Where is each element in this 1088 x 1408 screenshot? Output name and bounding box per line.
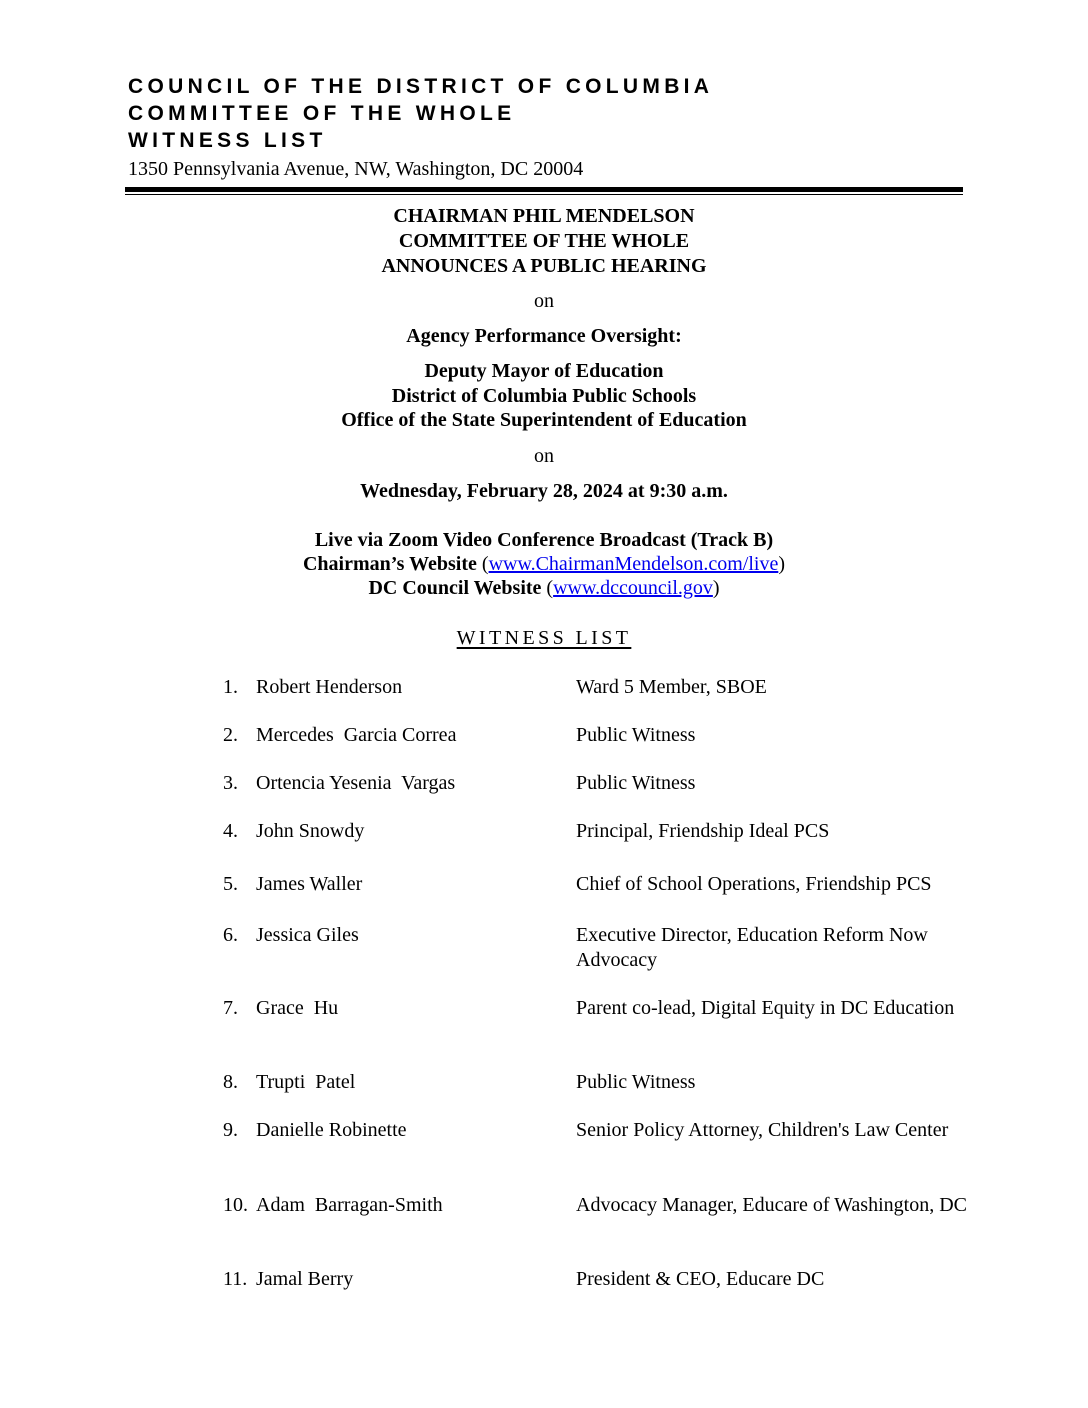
witness-name: Robert Henderson bbox=[256, 676, 403, 698]
council-website-link[interactable]: www.dccouncil.gov bbox=[553, 577, 713, 599]
witness-affiliation: Principal, Friendship Ideal PCS bbox=[576, 820, 830, 842]
chairman-website-label: Chairman’s Website bbox=[302, 553, 477, 575]
hearing-datetime: Wednesday, February 28, 2024 at 9:30 a.m. bbox=[360, 480, 728, 502]
agency-item: District of Columbia Public Schools bbox=[391, 385, 697, 407]
witness-affiliation: Ward 5 Member, SBOE bbox=[576, 676, 767, 698]
witness-number: 8. bbox=[223, 1071, 238, 1093]
broadcast-line: Live via Zoom Video Conference Broadcast (Track B) bbox=[314, 529, 774, 551]
open-paren: ( bbox=[481, 553, 489, 575]
witness-number: 10. bbox=[223, 1194, 248, 1216]
agency-item: Office of the State Superintendent of Education bbox=[341, 409, 747, 431]
chairman-line: CHAIRMAN PHIL MENDELSON bbox=[393, 205, 695, 227]
witness-number: 9. bbox=[223, 1119, 238, 1141]
council-name: COUNCIL OF THE DISTRICT OF COLUMBIA bbox=[128, 75, 714, 98]
witness-name: Adam Barragan-Smith bbox=[256, 1194, 443, 1216]
witness-name: John Snowdy bbox=[256, 820, 365, 842]
witness-list-heading: WITNESS LIST bbox=[456, 627, 632, 649]
witness-name: Jessica Giles bbox=[256, 924, 359, 946]
witness-affiliation: Senior Policy Attorney, Children's Law Center bbox=[576, 1119, 949, 1141]
witness-affiliation: Chief of School Operations, Friendship PCS bbox=[576, 873, 932, 895]
witness-number: 1. bbox=[223, 676, 238, 698]
agency-item: Deputy Mayor of Education bbox=[424, 360, 664, 382]
witness-affiliation: Advocacy Manager, Educare of Washington, DC bbox=[576, 1194, 967, 1216]
witness-number: 4. bbox=[223, 820, 238, 842]
on-text: on bbox=[534, 445, 554, 467]
committee-name: COMMITTEE OF THE WHOLE bbox=[128, 102, 516, 125]
document-type: WITNESS LIST bbox=[128, 129, 327, 152]
witness-affiliation: Parent co-lead, Digital Equity in DC Education bbox=[576, 997, 955, 1019]
hearing-topic: Agency Performance Oversight: bbox=[406, 325, 682, 347]
witness-number: 11. bbox=[223, 1268, 248, 1290]
announces-line: ANNOUNCES A PUBLIC HEARING bbox=[381, 255, 707, 277]
council-website-line bbox=[0, 576, 1088, 601]
witness-number: 6. bbox=[223, 924, 238, 946]
council-website-label: DC Council Website bbox=[368, 577, 542, 599]
header-rule-thick bbox=[125, 187, 963, 192]
witness-number: 5. bbox=[223, 873, 238, 895]
close-paren: ) bbox=[712, 577, 720, 599]
witness-name: Danielle Robinette bbox=[256, 1119, 407, 1141]
council-address: 1350 Pennsylvania Avenue, NW, Washington, DC 20004 bbox=[128, 158, 584, 180]
chairman-website-line bbox=[0, 552, 1088, 577]
witness-name: Grace Hu bbox=[256, 997, 339, 1019]
on-text: on bbox=[534, 290, 554, 312]
witness-affiliation: Public Witness bbox=[576, 772, 696, 794]
witness-name: Mercedes Garcia Correa bbox=[256, 724, 457, 746]
committee-line: COMMITTEE OF THE WHOLE bbox=[398, 230, 690, 252]
witness-affiliation: President & CEO, Educare DC bbox=[576, 1268, 825, 1290]
header-rule-thin bbox=[125, 194, 963, 195]
witness-name: James Waller bbox=[256, 873, 363, 895]
witness-name: Ortencia Yesenia Vargas bbox=[256, 772, 456, 794]
witness-name: Jamal Berry bbox=[256, 1268, 354, 1290]
witness-number: 3. bbox=[223, 772, 238, 794]
witness-affiliation: Public Witness bbox=[576, 1071, 696, 1093]
witness-affiliation: Public Witness bbox=[576, 724, 696, 746]
open-paren: ( bbox=[546, 577, 554, 599]
chairman-website-link[interactable]: www.ChairmanMendelson.com/live bbox=[488, 553, 779, 575]
close-paren: ) bbox=[778, 553, 785, 575]
witness-number: 7. bbox=[223, 997, 238, 1019]
witness-name: Trupti Patel bbox=[256, 1071, 356, 1093]
witness-affiliation: Executive Director, Education Reform Now Advocacy bbox=[576, 924, 928, 971]
witness-number: 2. bbox=[223, 724, 238, 746]
